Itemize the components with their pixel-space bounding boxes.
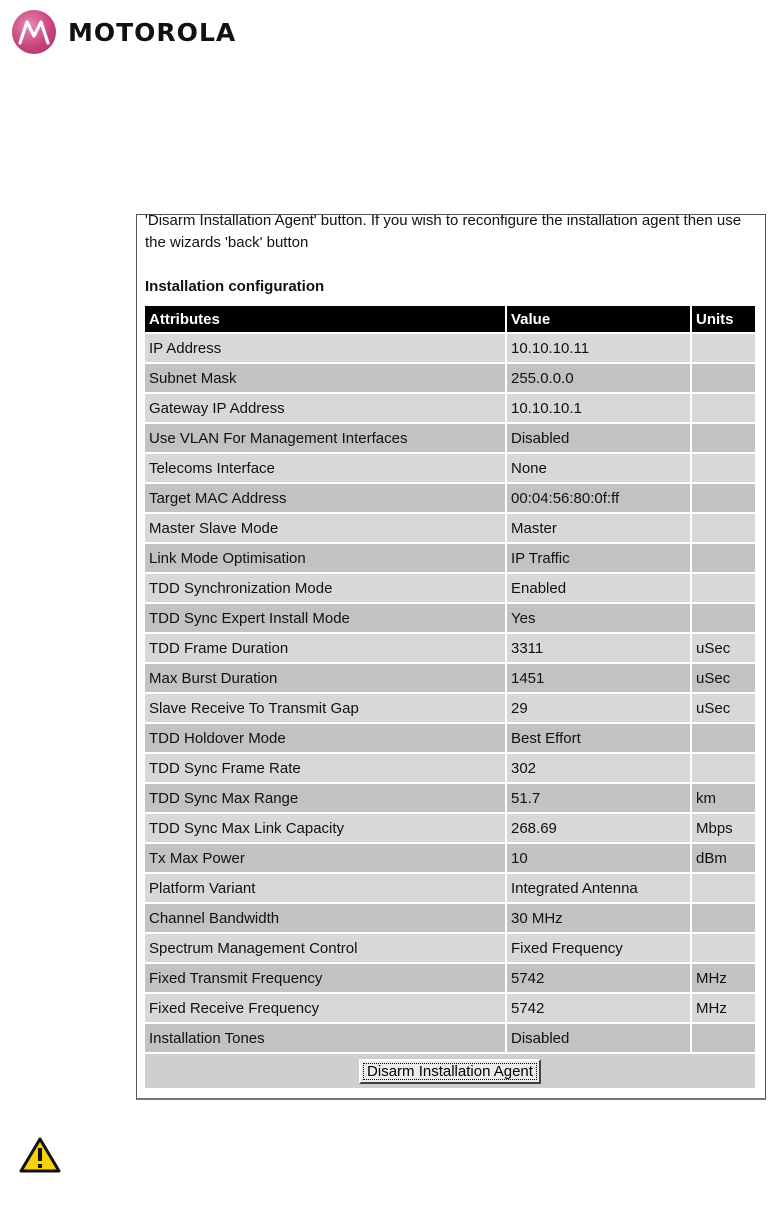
value-cell: 302	[507, 754, 690, 782]
brand-name: MOTOROLA	[68, 17, 237, 47]
value-cell: IP Traffic	[507, 544, 690, 572]
table-row	[145, 394, 755, 422]
warning-triangle-icon	[18, 1136, 62, 1179]
installation-wizard-panel	[136, 214, 766, 1100]
attribute-cell: TDD Sync Max Link Capacity	[145, 814, 505, 842]
attribute-cell: Tx Max Power	[145, 844, 505, 872]
attribute-cell: Installation Tones	[145, 1024, 505, 1052]
value-cell: Best Effort	[507, 724, 690, 752]
table-row	[145, 424, 755, 452]
attribute-cell: Channel Bandwidth	[145, 904, 505, 932]
table-row	[145, 724, 755, 752]
table-row	[145, 874, 755, 902]
attribute-cell: IP Address	[145, 334, 505, 362]
units-cell: uSec	[692, 634, 755, 662]
installation-config-table	[143, 304, 757, 1090]
units-cell	[692, 874, 755, 902]
header-units: Units	[692, 306, 755, 332]
section-title: Installation configuration	[145, 278, 325, 295]
value-cell: Fixed Frequency	[507, 934, 690, 962]
attribute-cell: Platform Variant	[145, 874, 505, 902]
units-cell	[692, 454, 755, 482]
attribute-cell: Link Mode Optimisation	[145, 544, 505, 572]
value-cell: 1451	[507, 664, 690, 692]
attribute-cell: Spectrum Management Control	[145, 934, 505, 962]
attribute-cell: TDD Sync Max Range	[145, 784, 505, 812]
value-cell: Disabled	[507, 1024, 690, 1052]
units-cell	[692, 334, 755, 362]
attribute-cell: TDD Holdover Mode	[145, 724, 505, 752]
value-cell: 5742	[507, 964, 690, 992]
table-row	[145, 934, 755, 962]
attribute-cell: Subnet Mask	[145, 364, 505, 392]
units-cell	[692, 754, 755, 782]
attribute-cell: Slave Receive To Transmit Gap	[145, 694, 505, 722]
table-row	[145, 1024, 755, 1052]
units-cell: MHz	[692, 964, 755, 992]
action-row	[145, 1054, 755, 1088]
units-cell	[692, 484, 755, 512]
units-cell	[692, 904, 755, 932]
value-cell: 268.69	[507, 814, 690, 842]
disarm-installation-agent-button[interactable]: Disarm Installation Agent	[359, 1059, 541, 1084]
table-row	[145, 364, 755, 392]
header-attributes: Attributes	[145, 306, 505, 332]
attribute-cell: TDD Sync Expert Install Mode	[145, 604, 505, 632]
units-cell: uSec	[692, 664, 755, 692]
attribute-cell: Use VLAN For Management Interfaces	[145, 424, 505, 452]
units-cell: dBm	[692, 844, 755, 872]
attribute-cell: Target MAC Address	[145, 484, 505, 512]
value-cell: 29	[507, 694, 690, 722]
units-cell	[692, 724, 755, 752]
table-row	[145, 574, 755, 602]
value-cell: Yes	[507, 604, 690, 632]
table-row	[145, 994, 755, 1022]
units-cell	[692, 574, 755, 602]
units-cell: Mbps	[692, 814, 755, 842]
table-row	[145, 694, 755, 722]
table-row	[145, 484, 755, 512]
value-cell: Enabled	[507, 574, 690, 602]
table-row	[145, 844, 755, 872]
attribute-cell: Telecoms Interface	[145, 454, 505, 482]
value-cell: None	[507, 454, 690, 482]
attribute-cell: TDD Sync Frame Rate	[145, 754, 505, 782]
value-cell: 10.10.10.11	[507, 334, 690, 362]
attribute-cell: TDD Synchronization Mode	[145, 574, 505, 602]
value-cell: 5742	[507, 994, 690, 1022]
value-cell: 3311	[507, 634, 690, 662]
value-cell: 10	[507, 844, 690, 872]
value-cell: 51.7	[507, 784, 690, 812]
table-row	[145, 604, 755, 632]
intro-text: 'Disarm Installation Agent' button. If you wish to reconfigure the installation agent then use the wizards 'back' button	[145, 214, 742, 251]
units-cell	[692, 934, 755, 962]
attribute-cell: Master Slave Mode	[145, 514, 505, 542]
table-row	[145, 634, 755, 662]
table-row	[145, 664, 755, 692]
value-cell: 255.0.0.0	[507, 364, 690, 392]
action-cell	[145, 1054, 755, 1088]
attribute-cell: Fixed Receive Frequency	[145, 994, 505, 1022]
value-cell: Disabled	[507, 424, 690, 452]
table-row	[145, 514, 755, 542]
table-row	[145, 754, 755, 782]
motorola-batwing-icon	[12, 10, 56, 54]
units-cell	[692, 394, 755, 422]
units-cell	[692, 604, 755, 632]
table-row	[145, 334, 755, 362]
value-cell: Integrated Antenna	[507, 874, 690, 902]
table-row	[145, 784, 755, 812]
motorola-logo	[12, 10, 236, 54]
units-cell: MHz	[692, 994, 755, 1022]
units-cell	[692, 424, 755, 452]
table-header-row	[145, 306, 755, 332]
units-cell	[692, 1024, 755, 1052]
table-row	[145, 814, 755, 842]
table-row	[145, 454, 755, 482]
units-cell	[692, 544, 755, 572]
units-cell: uSec	[692, 694, 755, 722]
table-row	[145, 904, 755, 932]
attribute-cell: Gateway IP Address	[145, 394, 505, 422]
table-row	[145, 544, 755, 572]
attribute-cell: TDD Frame Duration	[145, 634, 505, 662]
attribute-cell: Fixed Transmit Frequency	[145, 964, 505, 992]
table-row	[145, 964, 755, 992]
value-cell: 00:04:56:80:0f:ff	[507, 484, 690, 512]
attribute-cell: Max Burst Duration	[145, 664, 505, 692]
value-cell: 10.10.10.1	[507, 394, 690, 422]
units-cell	[692, 364, 755, 392]
units-cell: km	[692, 784, 755, 812]
units-cell	[692, 514, 755, 542]
value-cell: Master	[507, 514, 690, 542]
header-value: Value	[507, 306, 690, 332]
value-cell: 30 MHz	[507, 904, 690, 932]
